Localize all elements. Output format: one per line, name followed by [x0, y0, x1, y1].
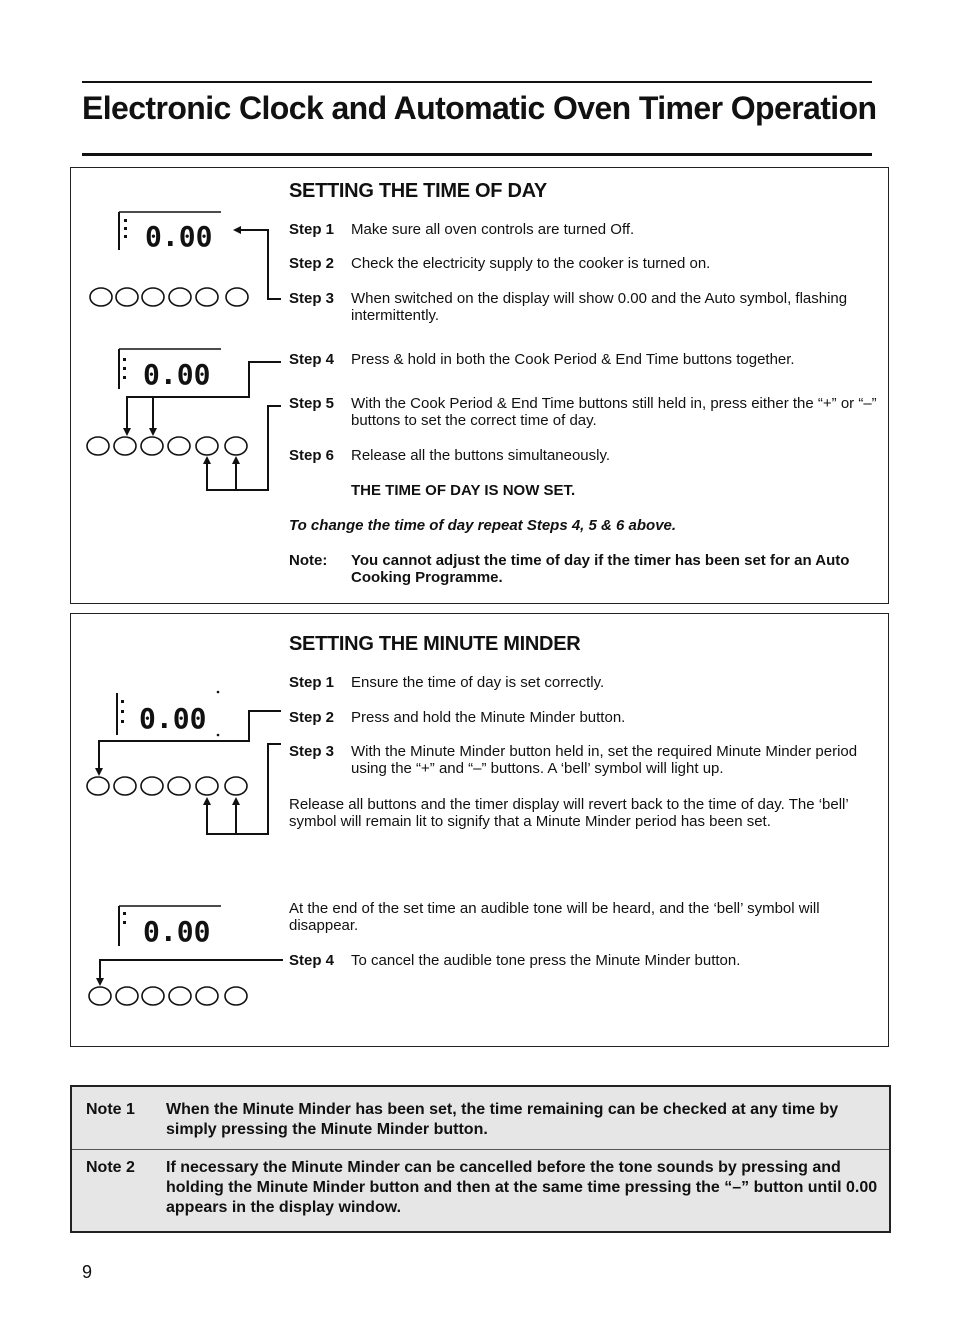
section-heading: SETTING THE TIME OF DAY: [289, 180, 547, 202]
note-label: Note:: [289, 552, 328, 569]
connector-arrow: [237, 230, 281, 299]
time-of-day-section: [70, 167, 889, 604]
end-paragraph: At the end of the set time an audible tone will be heard, and the ‘bell’ symbol will disappear.: [289, 900, 820, 934]
minute-minder-diagrams: [71, 614, 301, 1048]
step-text: Make sure all oven controls are turned Off.: [351, 221, 635, 238]
confirmation-text: THE TIME OF DAY IS NOW SET.: [351, 482, 576, 499]
title-underline: [82, 153, 872, 156]
note-label: Note 1: [86, 1101, 135, 1118]
timer-display: [119, 212, 221, 253]
display-readout: 0.00: [143, 915, 211, 948]
step-text: With the Minute Minder button held in, set the required Minute Minder period using the “+” and “–” buttons. A ‘bell’ symbol will light up.: [351, 743, 858, 777]
timer-button-row: [87, 777, 247, 795]
connector-arrow: [100, 960, 283, 982]
step-text: Press and hold the Minute Minder button.: [351, 709, 626, 726]
step-text: Press & hold in both the Cook Period & End Time buttons together.: [351, 351, 795, 368]
step-text: To cancel the audible tone press the Minute Minder button.: [351, 952, 741, 969]
step-text: Ensure the time of day is set correctly.: [351, 674, 605, 691]
step-text: Release all the buttons simultaneously.: [351, 447, 611, 464]
note-label: Note 2: [86, 1159, 135, 1176]
step-label: Step 3: [289, 743, 335, 760]
step-label: Step 3: [289, 290, 335, 307]
step-label: Step 6: [289, 447, 335, 464]
step-label: Step 5: [289, 395, 335, 412]
step-label: Step 2: [289, 255, 335, 272]
step-label: Step 4: [289, 351, 335, 368]
timer-button-row: [90, 288, 248, 306]
step-label: Step 2: [289, 709, 335, 726]
display-readout: 0.00: [145, 220, 213, 253]
step-label: Step 1: [289, 221, 335, 238]
timer-display: [119, 349, 221, 391]
timer-button-row: [89, 987, 247, 1005]
step-text: When switched on the display will show 0.00 and the Auto symbol, flashing intermittently.: [351, 290, 848, 324]
step-label: Step 1: [289, 674, 335, 691]
change-note: To change the time of day repeat Steps 4, 5 & 6 above.: [289, 517, 677, 534]
step-text: With the Cook Period & End Time buttons still held in, press either the “+” or “–” buttons to set the correct time of day.: [351, 395, 877, 429]
minute-minder-section: [70, 613, 889, 1047]
display-readout: 0.00: [143, 358, 211, 391]
display-readout: 0.00: [139, 702, 207, 735]
timer-display: [117, 691, 219, 737]
timer-button-row: [87, 437, 247, 455]
section-heading: SETTING THE MINUTE MINDER: [289, 633, 581, 655]
note-text: You cannot adjust the time of day if the timer has been set for an Auto Cooking Programme.: [351, 552, 850, 586]
step-text: Check the electricity supply to the cooker is turned on.: [351, 255, 711, 272]
time-of-day-diagrams: [71, 168, 301, 605]
note-divider: [72, 1149, 889, 1150]
page-title: Electronic Clock and Automatic Oven Timer Operation: [82, 90, 877, 126]
timer-display: [119, 906, 221, 948]
note-text: When the Minute Minder has been set, the time remaining can be checked at any time by simply pressing the Minute Minder button.: [166, 1101, 839, 1138]
step-label: Step 4: [289, 952, 335, 969]
top-rule: [82, 81, 872, 83]
note-text: If necessary the Minute Minder can be cancelled before the tone sounds by pressing and holding the Minute Minder button and then at the same time pressing the “–” button until 0.00 appears in the display window.: [166, 1159, 878, 1216]
page-number: 9: [82, 1262, 93, 1282]
notes-table: [70, 1085, 891, 1233]
release-paragraph: Release all buttons and the timer display will revert back to the time of day. The ‘bell’ symbol will remain lit to signify that a Minute Minder period has been set.: [289, 796, 849, 830]
